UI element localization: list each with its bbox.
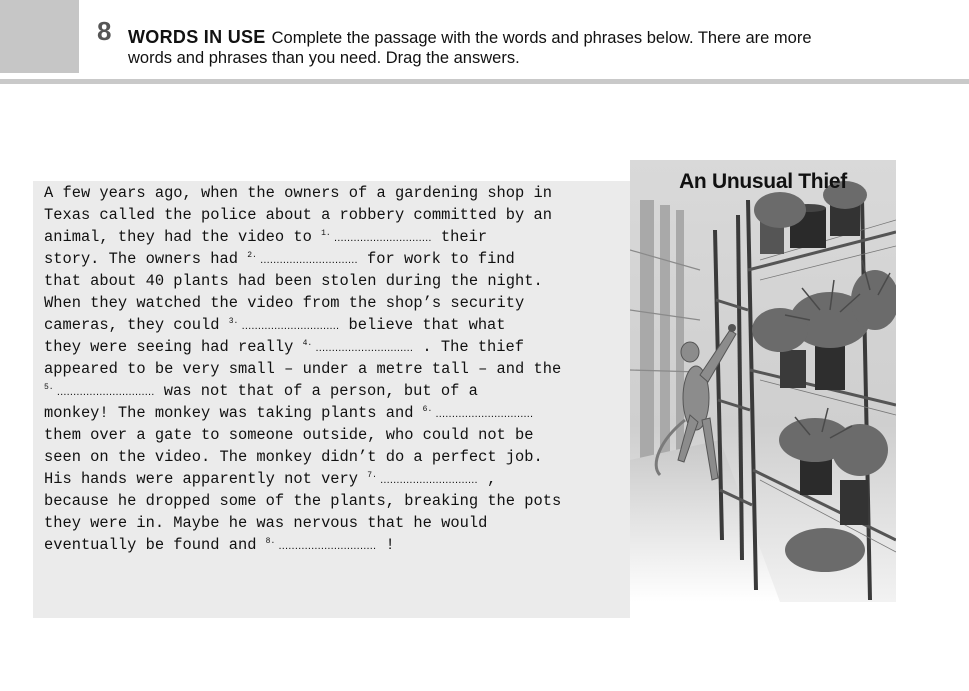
passage-line xyxy=(44,490,634,512)
gap-placeholder: .............................. xyxy=(432,408,534,420)
passage-line-text: them over a gate to someone outside, who could not be xyxy=(44,426,534,444)
exercise-number: 8 xyxy=(97,16,112,46)
passage-line-before: eventually be found and xyxy=(44,536,266,554)
answer-drop-slot-7[interactable] xyxy=(367,468,478,491)
passage-line xyxy=(44,380,634,402)
passage-line xyxy=(44,270,634,292)
gap-number: 8. xyxy=(265,536,276,546)
passage-line-after: their xyxy=(431,228,488,246)
gap-number: 2. xyxy=(247,250,257,260)
passage-line xyxy=(44,314,634,336)
passage-line xyxy=(44,336,634,358)
passage-line-text: because he dropped some of the plants, breaking the pots xyxy=(44,492,562,510)
passage-line-after: believe that what xyxy=(339,316,506,334)
passage-line xyxy=(44,226,634,248)
gap-number: 5. xyxy=(44,382,54,392)
passage-line xyxy=(44,402,634,424)
passage-line xyxy=(44,468,634,490)
passage-line-before: His hands were apparently not very xyxy=(44,470,368,488)
passage-line-text: Texas called the police about a robbery committed by an xyxy=(44,206,552,224)
passage-line xyxy=(44,446,634,468)
passage-line xyxy=(44,182,634,204)
gap-placeholder: .............................. xyxy=(330,232,432,244)
instruction-line-1: Complete the passage with the words and phrases below. There are more xyxy=(271,29,812,47)
passage-line xyxy=(44,292,634,314)
gap-number: 7. xyxy=(367,470,377,480)
exercise-title: WORDS IN USE xyxy=(128,27,266,47)
passage-line-before: they were seeing had really xyxy=(44,338,303,356)
passage-line-text: A few years ago, when the owners of a gardening shop in xyxy=(44,184,552,202)
illustration-title: An Unusual Thief xyxy=(679,170,847,193)
passage-line-text: that about 40 plants had been stolen during the night. xyxy=(44,272,543,290)
answer-drop-slot-1[interactable] xyxy=(321,226,432,249)
passage-line-after: . The thief xyxy=(413,338,525,356)
answer-drop-slot-8[interactable] xyxy=(266,534,377,557)
passage-line-after: ! xyxy=(376,536,395,554)
exercise-instruction xyxy=(128,27,928,68)
passage-line xyxy=(44,248,634,270)
gap-placeholder: .............................. xyxy=(312,342,414,354)
gap-placeholder: .............................. xyxy=(256,254,358,266)
gap-placeholder: .............................. xyxy=(275,540,377,552)
gap-number: 4. xyxy=(302,338,313,348)
passage-line-text: they were in. Maybe he was nervous that he would xyxy=(44,514,488,532)
passage-line xyxy=(44,424,634,446)
gap-placeholder: .............................. xyxy=(53,386,155,398)
answer-drop-slot-5[interactable] xyxy=(44,380,155,403)
passage-line-before: story. The owners had xyxy=(44,250,248,268)
gap-placeholder: .............................. xyxy=(376,474,478,486)
answer-drop-slot-2[interactable] xyxy=(247,248,358,271)
gap-number: 3. xyxy=(228,316,239,326)
passage-line-after: for work to find xyxy=(357,250,515,268)
answer-drop-slot-4[interactable] xyxy=(303,336,414,359)
answer-drop-slot-6[interactable] xyxy=(423,402,534,425)
passage-line xyxy=(44,512,634,534)
passage-text xyxy=(44,182,634,556)
passage-line-after: , xyxy=(477,470,497,488)
header-divider xyxy=(0,79,969,84)
passage-line-text: When they watched the video from the shop’s security xyxy=(44,294,525,312)
instruction-line-2: words and phrases than you need. Drag the answers. xyxy=(128,49,520,67)
header-accent-box xyxy=(0,0,79,73)
passage-line-text: appeared to be very small – under a metre tall – and the xyxy=(44,360,562,378)
passage-line-before: cameras, they could xyxy=(44,316,229,334)
gap-number: 6. xyxy=(422,404,433,414)
passage-line xyxy=(44,358,634,380)
passage-line-before: animal, they had the video to xyxy=(44,228,322,246)
passage-line-before: monkey! The monkey was taking plants and xyxy=(44,404,423,422)
monkey-shelves-illustration xyxy=(630,160,896,602)
passage-line-text: seen on the video. The monkey didn’t do a perfect job. xyxy=(44,448,543,466)
gap-placeholder: .............................. xyxy=(238,320,340,332)
passage-line xyxy=(44,534,634,556)
passage-line-after: was not that of a person, but of a xyxy=(154,382,478,400)
gap-number: 1. xyxy=(321,228,331,238)
passage-line xyxy=(44,204,634,226)
illustration-panel xyxy=(630,160,896,602)
answer-drop-slot-3[interactable] xyxy=(229,314,340,337)
